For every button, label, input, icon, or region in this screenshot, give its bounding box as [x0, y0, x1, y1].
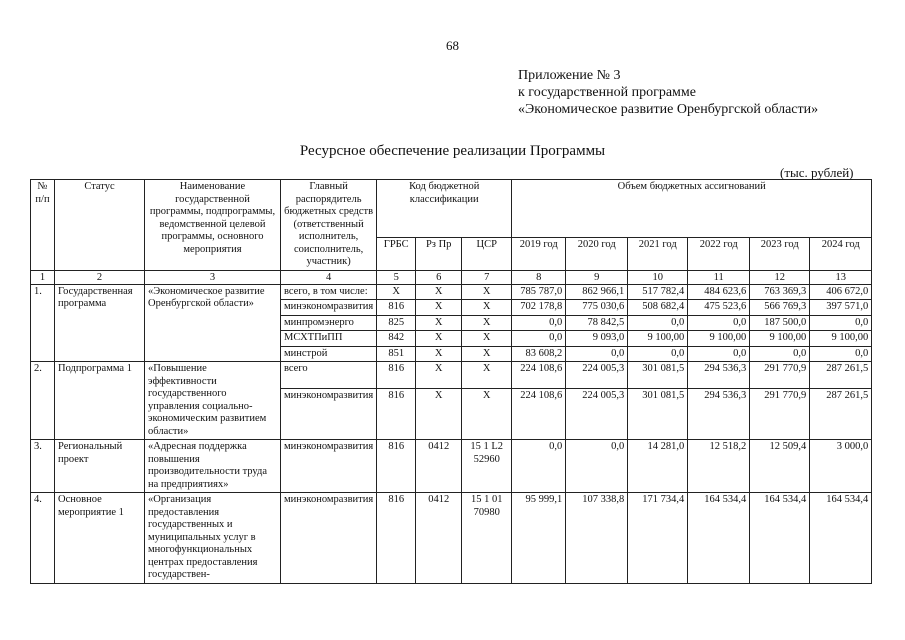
row-value: 164 534,4 — [750, 493, 810, 584]
row-rzpr: X — [416, 331, 462, 347]
column-number: 3 — [145, 270, 281, 284]
page-bottom-margin — [0, 594, 905, 640]
row-value: 0,0 — [750, 346, 810, 362]
column-number: 4 — [281, 270, 377, 284]
row-value: 775 030,6 — [566, 300, 628, 316]
column-number: 1 — [31, 270, 55, 284]
row-value: 12 518,2 — [688, 440, 750, 493]
row-value: 107 338,8 — [566, 493, 628, 584]
row-rzpr: X — [416, 362, 462, 389]
row-value: 224 005,3 — [566, 389, 628, 440]
header-year: 2022 год — [688, 238, 750, 270]
table-row — [31, 440, 872, 493]
appendix-line-3: «Экономическое развитие Оренбургской области» — [518, 102, 819, 117]
row-value: 484 623,6 — [688, 284, 750, 300]
row-rzpr: X — [416, 284, 462, 300]
header-year: 2024 год — [810, 238, 872, 270]
row-grbs: 816 — [377, 362, 416, 389]
row-value: 14 281,0 — [628, 440, 688, 493]
row-manager: минстрой — [281, 346, 377, 362]
row-number: 3. — [31, 440, 55, 493]
row-value: 862 966,1 — [566, 284, 628, 300]
row-value: 702 178,8 — [512, 300, 566, 316]
row-grbs: 816 — [377, 389, 416, 440]
row-manager: минэкономразвития — [281, 300, 377, 316]
row-manager: всего, в том числе: — [281, 284, 377, 300]
column-number: 13 — [810, 270, 872, 284]
row-csr: 15 1 01 70980 — [462, 493, 512, 584]
row-grbs: 825 — [377, 315, 416, 331]
column-number: 10 — [628, 270, 688, 284]
row-value: 287 261,5 — [810, 362, 872, 389]
row-rzpr: 0412 — [416, 440, 462, 493]
row-csr: X — [462, 315, 512, 331]
row-value: 224 108,6 — [512, 389, 566, 440]
appendix-line-1: Приложение № 3 — [518, 68, 621, 83]
appendix-line-2: к государственной программе — [518, 85, 696, 100]
row-value: 95 999,1 — [512, 493, 566, 584]
row-value: 0,0 — [688, 315, 750, 331]
row-value: 566 769,3 — [750, 300, 810, 316]
row-grbs: 842 — [377, 331, 416, 347]
column-number: 7 — [462, 270, 512, 284]
units-note: (тыс. рублей) — [780, 165, 854, 180]
table-body — [31, 284, 872, 583]
header-status: Статус — [55, 180, 145, 271]
column-number: 5 — [377, 270, 416, 284]
header-rzpr: Рз Пр — [416, 238, 462, 270]
row-grbs: X — [377, 284, 416, 300]
row-manager: минэкономразвития — [281, 440, 377, 493]
table-row — [31, 493, 872, 584]
row-number: 1. — [31, 284, 55, 362]
row-value: 0,0 — [688, 346, 750, 362]
row-csr: X — [462, 362, 512, 389]
row-status: Подпрограмма 1 — [55, 362, 145, 440]
row-rzpr: X — [416, 389, 462, 440]
row-value: 12 509,4 — [750, 440, 810, 493]
header-grbs: ГРБС — [377, 238, 416, 270]
row-value: 224 005,3 — [566, 362, 628, 389]
row-value: 9 100,00 — [628, 331, 688, 347]
header-budget-code: Код бюджетной классификации — [377, 180, 512, 238]
header-row-1 — [31, 180, 872, 238]
row-value: 0,0 — [512, 331, 566, 347]
row-value: 187 500,0 — [750, 315, 810, 331]
row-value: 287 261,5 — [810, 389, 872, 440]
row-value: 78 842,5 — [566, 315, 628, 331]
row-value: 0,0 — [810, 315, 872, 331]
row-status: Государственная программа — [55, 284, 145, 362]
row-manager: минэкономразвития — [281, 389, 377, 440]
row-grbs: 816 — [377, 440, 416, 493]
header-year: 2023 год — [750, 238, 810, 270]
row-value: 164 534,4 — [810, 493, 872, 584]
row-grbs: 851 — [377, 346, 416, 362]
row-value: 0,0 — [512, 315, 566, 331]
header-year: 2021 год — [628, 238, 688, 270]
row-value: 294 536,3 — [688, 362, 750, 389]
row-csr: X — [462, 300, 512, 316]
row-value: 301 081,5 — [628, 362, 688, 389]
row-rzpr: X — [416, 346, 462, 362]
row-value: 475 523,6 — [688, 300, 750, 316]
header-year: 2019 год — [512, 238, 566, 270]
row-csr: 15 1 L2 52960 — [462, 440, 512, 493]
row-name: «Организация предоставления государственных и муниципальных услуг в многофункциональных центрах предоставления государствен- — [145, 493, 281, 584]
row-name: «Повышение эффективности государственного управления социально-экономическим развитием области» — [145, 362, 281, 440]
row-csr: X — [462, 331, 512, 347]
row-value: 508 682,4 — [628, 300, 688, 316]
row-manager: минпромэнерго — [281, 315, 377, 331]
header-name: Наименование государственной программы, подпрограммы, ведомственной целевой программы, основного мероприятия — [145, 180, 281, 271]
row-manager: минэкономразвития — [281, 493, 377, 584]
column-number: 2 — [55, 270, 145, 284]
row-grbs: 816 — [377, 493, 416, 584]
header-year: 2020 год — [566, 238, 628, 270]
row-value: 785 787,0 — [512, 284, 566, 300]
column-number: 11 — [688, 270, 750, 284]
column-number-row — [31, 270, 872, 284]
column-number: 6 — [416, 270, 462, 284]
row-name: «Экономическое развитие Оренбургской области» — [145, 284, 281, 362]
table-row — [31, 362, 872, 389]
row-value: 406 672,0 — [810, 284, 872, 300]
row-value: 164 534,4 — [688, 493, 750, 584]
row-manager: всего — [281, 362, 377, 389]
row-value: 0,0 — [628, 315, 688, 331]
row-value: 0,0 — [628, 346, 688, 362]
row-value: 9 100,00 — [750, 331, 810, 347]
row-csr: X — [462, 346, 512, 362]
row-rzpr: X — [416, 300, 462, 316]
row-manager: МСХТПиПП — [281, 331, 377, 347]
row-rzpr: 0412 — [416, 493, 462, 584]
header-csr: ЦСР — [462, 238, 512, 270]
row-number: 4. — [31, 493, 55, 584]
row-status: Основное мероприятие 1 — [55, 493, 145, 584]
row-value: 517 782,4 — [628, 284, 688, 300]
header-volume: Объем бюджетных ассигнований — [512, 180, 872, 238]
column-number: 12 — [750, 270, 810, 284]
row-value: 3 000,0 — [810, 440, 872, 493]
column-number: 8 — [512, 270, 566, 284]
row-value: 0,0 — [512, 440, 566, 493]
document-title: Ресурсное обеспечение реализации Программы — [299, 143, 606, 159]
row-value: 0,0 — [810, 346, 872, 362]
column-number: 9 — [566, 270, 628, 284]
resources-table — [30, 179, 872, 584]
row-number: 2. — [31, 362, 55, 440]
row-value: 763 369,3 — [750, 284, 810, 300]
row-value: 9 100,00 — [688, 331, 750, 347]
row-value: 301 081,5 — [628, 389, 688, 440]
row-value: 83 608,2 — [512, 346, 566, 362]
row-value: 0,0 — [566, 346, 628, 362]
row-value: 9 093,0 — [566, 331, 628, 347]
page-number: 68 — [446, 38, 459, 53]
row-value: 9 100,00 — [810, 331, 872, 347]
header-manager: Главный распорядитель бюджетных средств (ответственный исполнитель, соисполнитель, участник) — [281, 180, 377, 271]
row-csr: X — [462, 284, 512, 300]
row-name: «Адресная поддержка повышения производительности труда на предприятиях» — [145, 440, 281, 493]
row-value: 171 734,4 — [628, 493, 688, 584]
row-rzpr: X — [416, 315, 462, 331]
row-value: 224 108,6 — [512, 362, 566, 389]
row-value: 397 571,0 — [810, 300, 872, 316]
row-value: 0,0 — [566, 440, 628, 493]
header-num: № п/п — [31, 180, 55, 271]
row-csr: X — [462, 389, 512, 440]
row-value: 294 536,3 — [688, 389, 750, 440]
appendix-block — [518, 67, 818, 118]
row-value: 291 770,9 — [750, 362, 810, 389]
row-grbs: 816 — [377, 300, 416, 316]
table-row — [31, 284, 872, 300]
row-status: Региональный проект — [55, 440, 145, 493]
row-value: 291 770,9 — [750, 389, 810, 440]
